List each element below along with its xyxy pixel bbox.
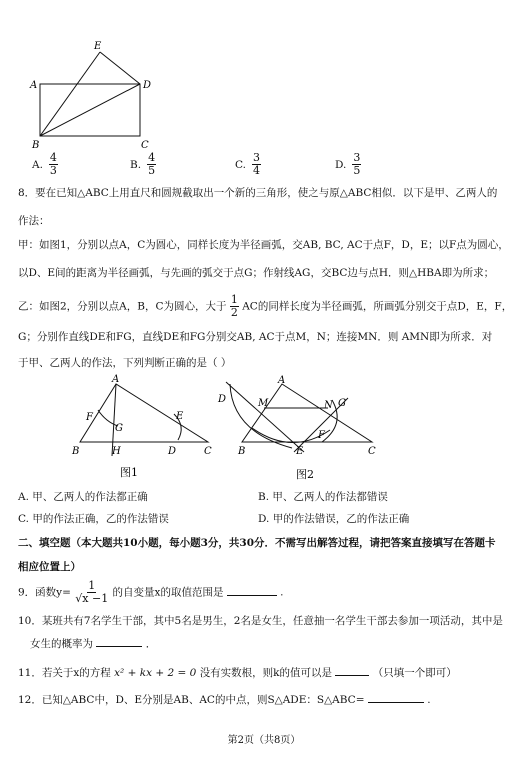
label-a: A	[112, 374, 120, 385]
fraction-denominator: √x −1	[75, 592, 109, 605]
half-fraction	[230, 294, 239, 319]
figure-1-caption: 图1	[120, 466, 138, 479]
q11-answer-blank[interactable]	[335, 675, 369, 676]
label-d: D	[143, 80, 152, 91]
q10-end: ．	[145, 638, 157, 650]
option-fraction	[147, 152, 156, 177]
fraction-numerator: 3	[253, 151, 260, 164]
section-2-heading-line-2: 相应位置上）	[18, 561, 81, 573]
q7-option-c[interactable]	[235, 152, 261, 177]
q9	[18, 580, 284, 605]
q8-line-7: 于甲、乙两人的作法，下列判断正确的是（ ）	[18, 357, 232, 369]
q12-end: .	[427, 694, 431, 706]
option-letter: A.	[32, 158, 43, 171]
q8-option-c[interactable]: C. 甲的作法正确，乙的作法错误	[18, 513, 169, 525]
label-b: B	[238, 446, 246, 457]
q7-option-b[interactable]	[130, 152, 156, 177]
q10-line-2	[30, 637, 156, 651]
q7-figure	[28, 38, 168, 152]
label-a: A	[278, 375, 286, 386]
label-a: A	[30, 80, 38, 91]
fraction-numerator: 4	[49, 151, 57, 164]
q10-answer-blank[interactable]	[96, 646, 142, 647]
label-c: C	[204, 446, 212, 457]
fraction-numerator: 3	[353, 151, 361, 164]
option-letter: D.	[335, 158, 347, 171]
q8-figure-1	[68, 374, 218, 484]
q8-line-2: 作法：	[18, 215, 50, 227]
q11	[18, 666, 457, 680]
label-m: M	[258, 398, 269, 409]
q8-line-6: G；分别作直线DE和FG，直线DE和FG分别交AB, AC于点M，N；连接MN．则 AMN即为所求．对	[18, 331, 493, 343]
q9-answer-blank[interactable]	[227, 595, 277, 596]
q8-figure-2	[212, 372, 388, 484]
label-g: G	[115, 423, 123, 434]
fraction-denominator: 3	[49, 164, 57, 177]
q8-line-5b: AC的同样长度为半径画弧，所画弧分别交于点D，E，F，	[242, 300, 513, 313]
segment-ed	[100, 52, 140, 84]
q8-line-1: 8．要在已知△ABC上用直尺和圆规截取出一个新的三角形，使之与原△ABC相似．以下是甲、乙两人的	[18, 187, 498, 199]
fraction-numerator: 1	[88, 579, 96, 592]
q9-text: 的自变量x的取值范围是	[112, 586, 224, 599]
q8-line-5a: 乙：如图2，分别以点A，B，C为圆心，大于	[18, 300, 227, 313]
label-b: B	[32, 140, 40, 151]
option-letter: B.	[130, 158, 142, 171]
triangle-abc	[80, 384, 208, 442]
q11-text: 没有实数根，则k的值可以是	[199, 667, 333, 679]
option-letter: C.	[235, 158, 246, 171]
q12-answer-blank[interactable]	[368, 702, 424, 703]
option-fraction	[252, 152, 261, 177]
label-b: B	[72, 446, 80, 457]
q7-options	[32, 152, 512, 180]
q10-line-1: 10．某班共有7名学生干部，其中5名是男生，2名是女生，任意抽一名学生干部去参加一项活动，其中是	[18, 615, 503, 627]
q8-line-5	[18, 294, 512, 319]
q11-equation: x² + kx + 2 = 0	[114, 667, 197, 679]
q9-end: .	[280, 586, 284, 599]
label-c: C	[368, 446, 376, 457]
q11-prefix: 11．若关于x的方程	[18, 667, 111, 679]
q9-fraction	[74, 580, 109, 605]
q7-option-d[interactable]	[335, 152, 361, 177]
fraction-numerator: 1	[230, 293, 238, 306]
figure-2-caption: 图2	[296, 468, 314, 481]
label-d: D	[168, 446, 177, 457]
option-fraction	[49, 152, 58, 177]
q8-option-d[interactable]: D. 甲的作法错误，乙的作法正确	[258, 513, 410, 525]
label-f: F	[318, 430, 325, 441]
label-e: E	[296, 446, 304, 457]
segment-be	[40, 52, 100, 136]
q7-option-a[interactable]	[32, 152, 58, 177]
diagonal-bd	[40, 84, 140, 136]
q11-end: （只填一个即可）	[372, 667, 457, 679]
q12-text: 12．已知△ABC中，D、E分别是AB、AC的中点，则S△ADE：S△ABC=	[18, 694, 365, 706]
q8-option-a[interactable]: A. 甲、乙两人的作法都正确	[18, 491, 148, 503]
q10-text: 女生的概率为	[30, 638, 93, 650]
fraction-denominator: 5	[148, 164, 156, 177]
triangle-abc	[242, 384, 372, 442]
q8-line-4: 以D、E间的距离为半径画弧，与先画的弧交于点G；作射线AG，交BC边与点H．则△HBA即为所求；	[18, 267, 495, 279]
label-d: D	[218, 394, 227, 405]
label-e: E	[94, 41, 102, 52]
fraction-denominator: 2	[230, 306, 238, 319]
q12	[18, 693, 431, 707]
label-e: E	[176, 411, 184, 422]
label-n: N	[324, 400, 333, 411]
label-c: C	[141, 140, 149, 151]
q9-prefix: 9．函数y=	[18, 586, 71, 599]
label-h: H	[112, 446, 121, 457]
page-footer: 第2页（共8页）	[227, 735, 301, 746]
option-fraction	[352, 152, 361, 177]
q8-line-3: 甲：如图1，分别以点A，C为圆心，同样长度为半径画弧，交AB, BC, AC于点F，D，E；以F点为圆心，	[18, 239, 509, 251]
fraction-numerator: 4	[148, 151, 156, 164]
q8-option-b[interactable]: B. 甲、乙两人的作法都错误	[258, 491, 388, 503]
fraction-denominator: 5	[353, 164, 361, 177]
label-f: F	[86, 412, 93, 423]
fraction-denominator: 4	[253, 164, 260, 177]
section-2-heading-line-1: 二、填空题（本大题共10小题，每小题3分，共30分．不需写出解答过程，请把答案直接填写在答题卡	[18, 537, 496, 549]
label-g: G	[338, 398, 346, 409]
